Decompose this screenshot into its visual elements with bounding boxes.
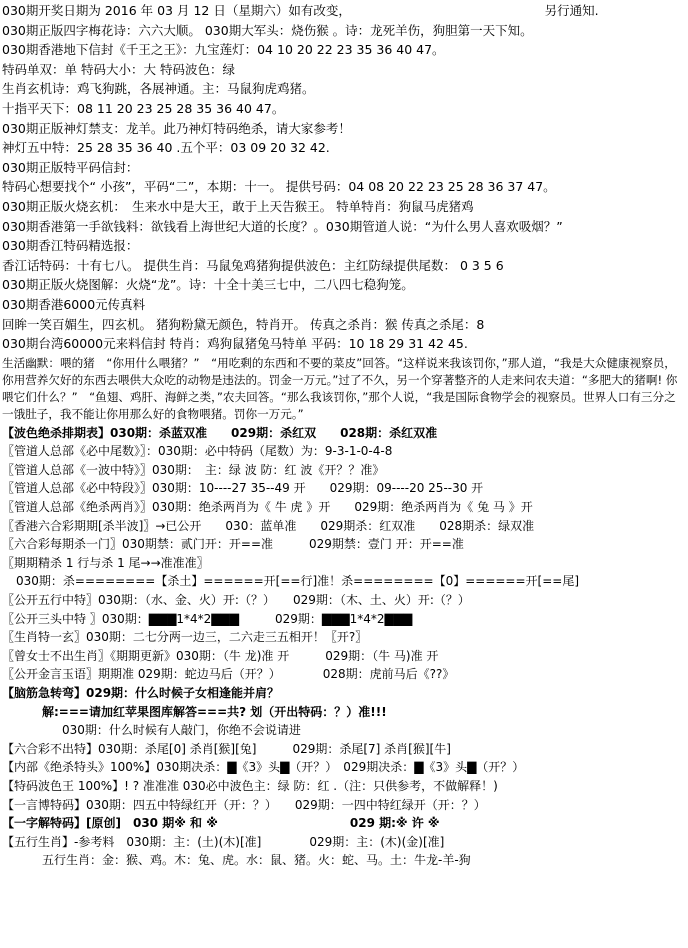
special-code-line: 特码心想要找个“ 小孩”，平码“二”，本期：十一。 提供号码：04 08 20 22 23 25 28 36 37 47。 [2, 179, 556, 195]
golden-words-line: 〖公开金言玉语〗期期准 029期：蛇边马后（开？） 028期：虎前马后《??》 [2, 667, 455, 682]
one-word-code-line: 【一言博特码】030期：四五中特绿红开（开：？） 029期：一四中特红绿开（开：？） [2, 797, 486, 812]
kill-row-detail-line: 030期：杀========【杀土】======开[==行]准！杀========【0】======开[==尾] [16, 574, 580, 589]
xiangjiang-detail-line: 香江话特码：十有七八。 提供生肖：马鼠兔鸡猪狗提供波色：主红防绿提供尾数： 0 3 5 6 [2, 257, 504, 273]
teaser-answer-line: 解:===请加红苹果图库解答===共? 划（开出特码：？）准!!! [42, 704, 387, 719]
segment-line: 〖管道人总部《必中特段》〗030期：10----27 35--49 开 029期：09----20 25--30 开 [2, 481, 484, 496]
three-head-line: 〖公开三头中特 〗030期：▇▇▇1*4*2▇▇▇ 029期：▇▇▇1*4*2▇▇▇ [2, 611, 413, 626]
draw-date-line: 030期开奖日期为 2016 年 03 月 12 日（星期六）如有改变， 另行通知. [2, 3, 599, 18]
magic-lamp-line: 030期正版神灯禁支：龙羊。此乃神灯特码绝杀，请大家参考！ [2, 120, 351, 136]
fire-riddle-line: 030期正版火烧玄机： 生来水中是大王，敢于上天告猴王。 特单特肖：狗鼠马虎猪鸡 [2, 198, 474, 214]
half-wave-line: 〖香港六合彩期期[杀半波]〗→已公开 030：蓝单准 029期杀：红双准 028期杀：绿双准 [2, 518, 535, 533]
taiwan-envelope-line: 030期台湾60000元来料信封 特肖：鸡狗鼠猪兔马特单 平码：10 18 29 31 42 45. [2, 336, 468, 352]
humor-story: 生活幽默：喂的猪 “你用什么喂猪？” “用吃剩的东西和不要的菜皮”回答。“这样说来我该罚你，”那人道，“我是大众健康视察员，你用营养欠好的东西去喂供大众吃的动物是违法的。罚金一万元。”过了不久，另一个穿著整齐的人走来问农夫道：“多肥大的猪啊! 你喂它们什么？” “鱼翅、鸡肝、海鲜之类，”农夫回答。“那么我该罚你，”那个人说，“我是国际食物学会的视察员。世界人口有三分之一饿肚子，我不能让你用那么好的食物喂猪。罚你一万元。” [2, 355, 678, 421]
kill-row-title-line: 〖期期精杀 1 行与杀 1 尾→→准准准〗 [2, 555, 209, 570]
five-element-line: 〖公开五行中特〗030期：（水、金、火）开:（？） 029期：（木、土、火）开:（？） [2, 593, 470, 608]
hk-fax-title-line: 030期香港6000元传真料 [2, 296, 146, 312]
color-kill-table: 【波色绝杀排期表】030期：杀蓝双准 029期：杀红双 028期：杀红双准 [2, 425, 438, 440]
plum-poem-line: 030期正版四字梅花诗：六六大顺。 030期大军头：烧伤猴 。诗：龙死羊伤，狗胆第一天下知。 [2, 22, 533, 38]
hk-first-hand-line: 030期香港第一手欲钱料：欲钱看上海世纪大道的长度？。030期管道人说：“为什么男人喜欢吸烟？” [2, 218, 563, 234]
tail-number-line: 〖管道人总部《必中尾数》〗：030期：必中特码（尾数）为：9-3-1-0-4-8 [2, 444, 393, 459]
zodiac-poem-line: 生肖玄机诗：鸡飞狗跳，各展神通。主：马鼠狗虎鸡猪。 [2, 81, 315, 97]
hk-envelope-line: 030期香港地下信封《千王之王》：九宝莲灯：04 10 20 22 23 35 36 40 47。 [2, 42, 445, 58]
ms-zeng-line: 〖曾女士不出生肖〗《期期更新》030期：（牛 龙)准 开 029期：（牛 马)准 开 [2, 648, 439, 663]
wave-color-king-line: 【特码波色王 100%】! ? 准准准 030必中波色主：绿 防：红 .（注：只供参考，不做解释！) [2, 778, 498, 793]
no-special-line: 【六合彩不出特】030期：杀尾[0] 杀肖[猴][兔] 029期：杀尾[7] 杀肖[猴][牛] [2, 741, 451, 756]
fire-diagram-line: 030期正版火烧图解：火烧“龙”。诗：十全十美三七中，二八四七稳狗笼。 [2, 277, 414, 293]
ten-fingers-line: 十指平天下：08 11 20 23 25 28 35 36 40 47。 [2, 100, 285, 116]
kill-head-line: 【内部《绝杀特头》100%】030期决杀：▇《3》头▇（开？） 029期决杀：▇《3》头▇（开？） [2, 760, 525, 775]
one-wave-line: 〖管道人总部《一波中特》〗030期： 主：绿 波 防：红 波《开？？准》 [2, 462, 385, 477]
fax-detail-line: 回眸一笑百媚生，四玄机。 猪狗粉黛无颜色，特肖开。 传真之杀肖：猴 传真之杀尾：8 [2, 316, 485, 332]
five-zodiac-detail-line: 五行生肖：金：猴、鸡。木：兔、虎。水：鼠、猪。火：蛇、马。土：牛龙-羊-狗 [42, 853, 471, 868]
lamp-five-line: 神灯五中特：25 28 35 36 40 .五个平：03 09 20 32 42. [2, 140, 330, 156]
brain-teaser-line: 【脑筋急转弯】029期：什么时候子女相逢能并肩？ [2, 686, 280, 700]
zodiac-mystery-line: 〖生肖特一玄〗030期：二七分两一边三，二六走三五相开！〖开?〗 [2, 630, 368, 645]
teaser-030-line: 030期：什么时候有人敲门，你绝不会说请进 [62, 723, 301, 738]
envelope-title-line: 030期正版特平码信封： [2, 159, 139, 175]
kill-gate-line: 〖六合彩每期杀一门〗030期禁：贰门开：开==准 029期禁：壹门 开：开==准 [2, 537, 464, 552]
xiangjiang-title-line: 030期香江特码精选报： [2, 238, 139, 254]
five-zodiac-line: 【五行生肖】-参考料 030期：主：(土)(木)[准] 029期：主：(木)(金)[准] [2, 834, 445, 849]
one-char-code-line: 【一字解特码】[原创] 030 期※ 和 ※ 029 期:※ 许 ※ [2, 816, 440, 831]
lottery-document [2, 1, 686, 870]
two-zodiac-kill-line: 〖管道人总部《绝杀两肖》〗030期：绝杀两肖为《 牛 虎 》开 029期：绝杀两肖为《 兔 马 》开 [2, 500, 533, 515]
single-double-line: 特码单双：单 特码大小：大 特码波色：绿 [2, 61, 235, 77]
